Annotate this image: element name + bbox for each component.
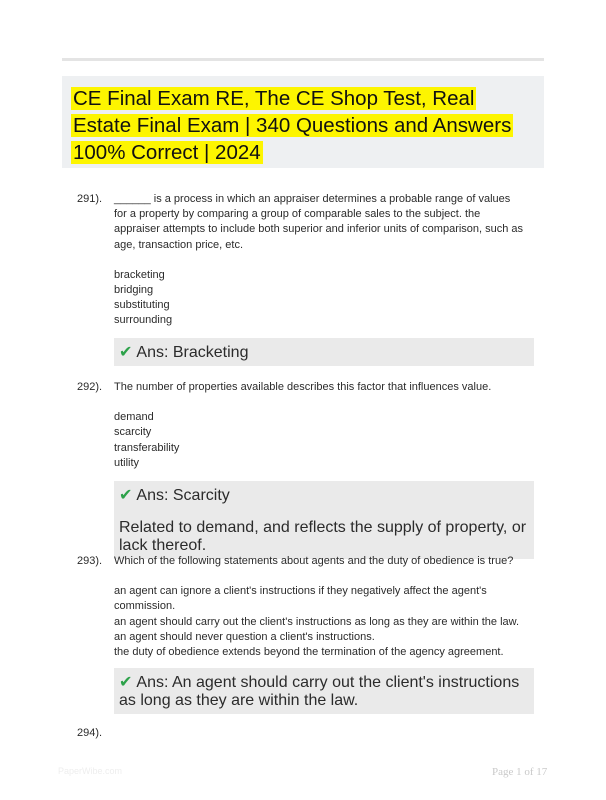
option-item: transferability bbox=[114, 441, 180, 454]
option-item: an agent should never question a client's instructions. bbox=[114, 630, 375, 643]
question-number: 294). bbox=[77, 727, 103, 739]
option-item: an agent can ignore a client's instructions if they negatively affect the agent's commission. bbox=[114, 585, 487, 613]
title-banner bbox=[62, 76, 544, 168]
option-list bbox=[114, 268, 524, 329]
document-title bbox=[71, 85, 534, 166]
option-item: substituting bbox=[114, 299, 170, 312]
answer-text: Ans: Bracketing bbox=[136, 344, 249, 361]
option-item: scarcity bbox=[114, 426, 152, 439]
answer-text: Ans: Scarcity bbox=[136, 487, 230, 504]
question-number: 292). bbox=[77, 381, 103, 393]
question-text: Which of the following statements about agents and the duty of obedience is true? bbox=[114, 555, 514, 567]
check-icon: ✔ bbox=[119, 487, 133, 504]
option-item: bridging bbox=[114, 284, 154, 297]
question-number: 291). bbox=[77, 193, 103, 205]
check-icon: ✔ bbox=[119, 674, 133, 691]
option-item: surrounding bbox=[114, 314, 173, 327]
answer-text: Ans: An agent should carry out the client's instructions as long as they are within the law. bbox=[119, 674, 520, 709]
option-list bbox=[114, 584, 524, 660]
title-highlight: CE Final Exam RE, The CE Shop Test, Real Estate Final Exam | 340 Questions and Answers 100% Correct | 2024 bbox=[73, 87, 512, 164]
top-divider bbox=[62, 58, 544, 61]
option-item: demand bbox=[114, 411, 154, 424]
question-number: 293). bbox=[77, 555, 103, 567]
option-item: utility bbox=[114, 456, 140, 469]
option-item: the duty of obedience extends beyond the termination of the agency agreement. bbox=[114, 646, 504, 659]
footer-watermark: PaperWibe.com bbox=[58, 766, 123, 776]
option-list bbox=[114, 410, 524, 471]
answer-explanation: Related to demand, and reflects the supply of property, or lack thereof. bbox=[119, 519, 527, 554]
question-text: ______ is a process in which an appraiser determines a probable range of values for a property by comparing a group of comparable sales to the subject. the appraiser attempts to include both superior and inferior units of comparison, such as age, transaction price, etc. bbox=[114, 193, 524, 251]
question-body bbox=[114, 554, 524, 660]
question-body bbox=[114, 192, 524, 329]
option-item: bracketing bbox=[114, 268, 165, 281]
check-icon: ✔ bbox=[119, 344, 133, 361]
option-item: an agent should carry out the client's instructions as long as they are within the law. bbox=[114, 615, 520, 628]
answer-box bbox=[114, 481, 534, 559]
question-text: The number of properties available describes this factor that influences value. bbox=[114, 381, 492, 393]
answer-box bbox=[114, 338, 534, 366]
answer-box bbox=[114, 668, 534, 714]
page-indicator: Page 1 of 17 bbox=[492, 766, 548, 778]
question-body bbox=[114, 380, 524, 471]
